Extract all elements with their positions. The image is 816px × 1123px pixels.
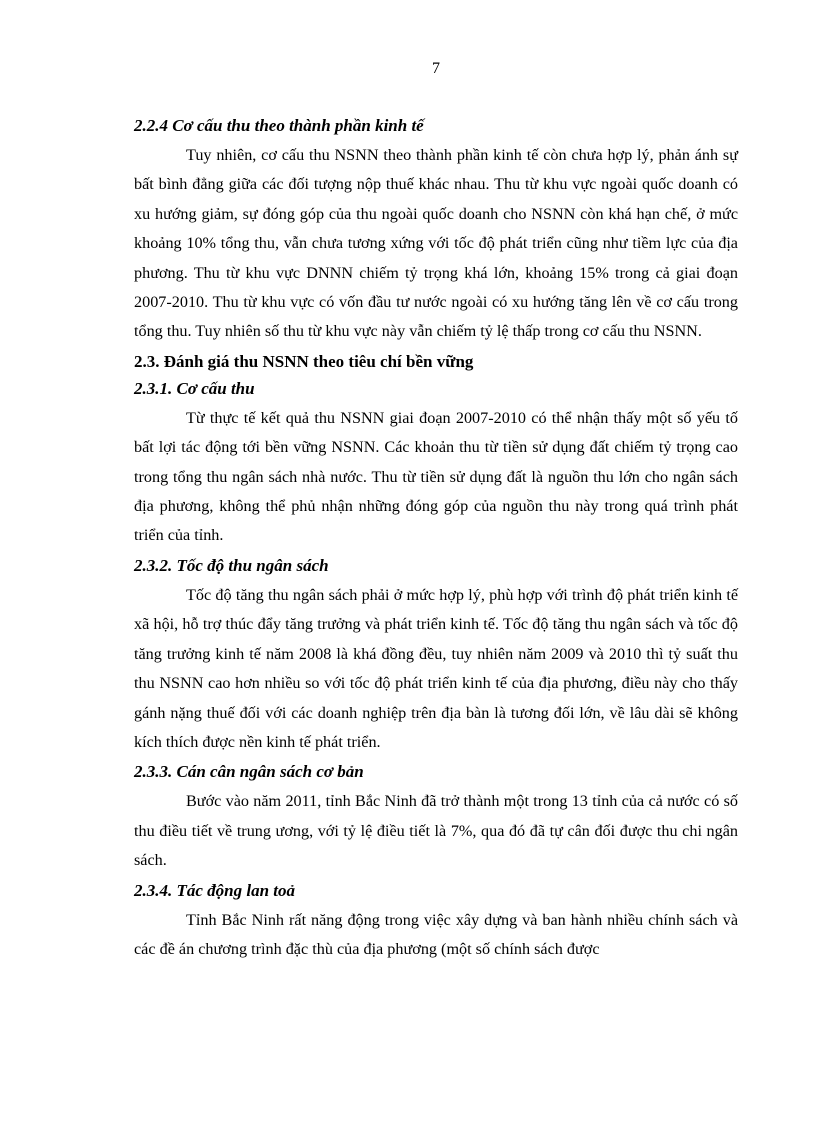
section-paragraph-2-3-1: Từ thực tế kết quả thu NSNN giai đoạn 2007-2010 có thể nhận thấy một số yếu tố bất lợi tác động tới bền vững NSNN. Các khoản thu từ tiền sử dụng đất chiếm tỷ trọng cao trong tổng thu ngân sách nhà nước. Thu từ tiền sử dụng đất là nguồn thu lớn cho ngân sách địa phương, không thể phủ nhận những đóng góp của nguồn thu này trong quá trình phát triển của tỉnh. bbox=[134, 408, 738, 545]
section-heading-2-2-4: 2.2.4 Cơ cấu thu theo thành phần kinh tế bbox=[134, 116, 424, 135]
section-paragraph-2-3-3: Bước vào năm 2011, tỉnh Bắc Ninh đã trở thành một trong 13 tỉnh của cả nước có số thu điều tiết về trung ương, với tỷ lệ điều tiết là 7%, qua đó đã tự cân đối được thu chi ngân sách. bbox=[134, 792, 738, 870]
section-heading-2-3-1: 2.3.1. Cơ cấu thu bbox=[134, 378, 255, 398]
section-heading-2-3-2: 2.3.2. Tốc độ thu ngân sách bbox=[134, 555, 329, 575]
section-heading-2-3-3: 2.3.3. Cán cân ngân sách cơ bản bbox=[134, 762, 364, 782]
document-body bbox=[134, 114, 738, 967]
section-paragraph-2-3-2: Tốc độ tăng thu ngân sách phải ở mức hợp lý, phù hợp với trình độ phát triển kinh tế xã hội, hỗ trợ thúc đẩy tăng trưởng và phát triển kinh tế. Tốc độ tăng thu ngân sách và tốc độ tăng trưởng kinh tế năm 2008 là khá đồng đều, tuy nhiên năm 2009 và 2010 thì tỷ suất thu thu NSNN cao hơn nhiều so với tốc độ phát triển kinh tế của địa phương, điều này cho thấy gánh nặng thuế đối với các doanh nghiệp trên địa bàn là tương đối lớn, về lâu dài sẽ không kích thích được nền kinh tế phát triển. bbox=[134, 585, 738, 751]
section-heading-2-3-4: 2.3.4. Tác động lan toả bbox=[134, 880, 296, 900]
page-number: 7 bbox=[432, 60, 440, 77]
section-paragraph-2-3-4: Tỉnh Bắc Ninh rất năng động trong việc xây dựng và ban hành nhiều chính sách và các đề án chương trình đặc thù của địa phương (một số chính sách được bbox=[134, 910, 738, 958]
section-paragraph-2-2-4: Tuy nhiên, cơ cấu thu NSNN theo thành phần kinh tế còn chưa hợp lý, phản ánh sự bất bình đẳng giữa các đối tượng nộp thuế khác nhau. Thu từ khu vực ngoài quốc doanh có xu hướng giảm, sự đóng góp của thu ngoài quốc doanh cho NSNN còn khá hạn chế, ở mức khoảng 10% tổng thu, vẫn chưa tương xứng với tốc độ phát triển cũng như tiềm lực của địa phương. Thu từ khu vực DNNN chiếm tỷ trọng khá lớn, khoảng 15% trong cả giai đoạn 2007-2010. Thu từ khu vực có vốn đầu tư nước ngoài có xu hướng tăng lên về cơ cấu trong tổng thu. Tuy nhiên số thu từ khu vực này vẫn chiếm tỷ lệ thấp trong cơ cấu thu NSNN. bbox=[134, 146, 738, 341]
section-heading-2-3: 2.3. Đánh giá thu NSNN theo tiêu chí bền vững bbox=[134, 351, 474, 371]
